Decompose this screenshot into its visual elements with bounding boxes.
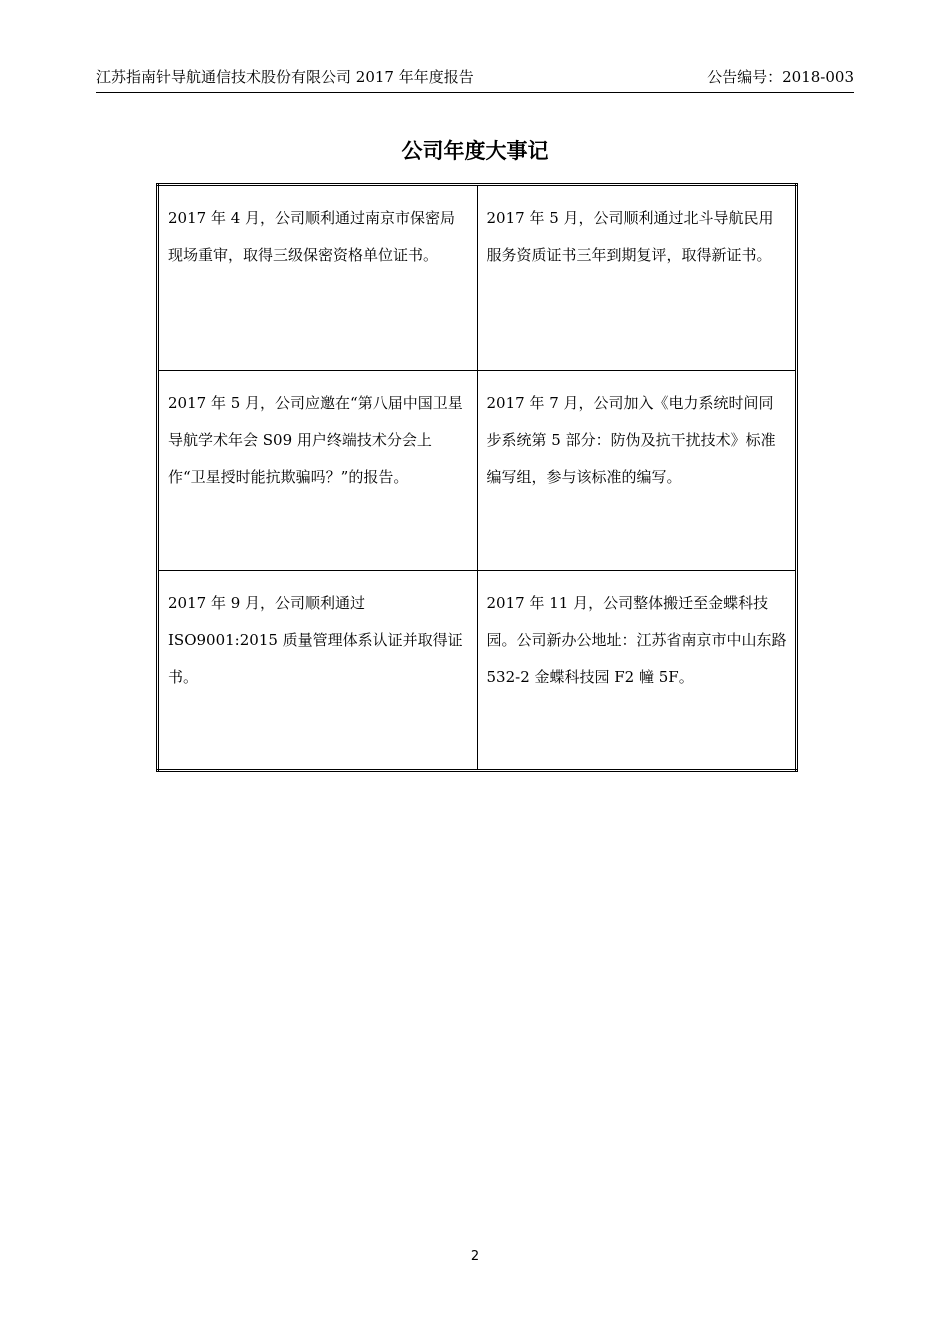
- report-title-header: 江苏指南针导航通信技术股份有限公司 2017 年年度报告: [96, 68, 474, 86]
- event-cell: 2017 年 5 月，公司应邀在“第八届中国卫星导航学术年会 S09 用户终端技术分会上作“卫星授时能抗欺骗吗？”的报告。: [158, 371, 478, 571]
- section-title: 公司年度大事记: [401, 139, 549, 163]
- event-cell: 2017 年 9 月，公司顺利通过 ISO9001:2015 质量管理体系认证并取得证书。: [158, 571, 478, 771]
- event-cell: 2017 年 4 月，公司顺利通过南京市保密局现场重审，取得三级保密资格单位证书。: [158, 185, 478, 371]
- event-cell: 2017 年 11 月，公司整体搬迁至金蝶科技园。公司新办公地址：江苏省南京市中山东路 532-2 金蝶科技园 F2 幢 5F。: [477, 571, 797, 771]
- event-cell: 2017 年 5 月，公司顺利通过北斗导航民用服务资质证书三年到期复评，取得新证书。: [477, 185, 797, 371]
- events-table: [156, 183, 798, 772]
- table-row: [158, 185, 797, 371]
- table-row: [158, 571, 797, 771]
- page-number: 2: [470, 1249, 480, 1264]
- event-cell: 2017 年 7 月，公司加入《电力系统时间同步系统第 5 部分：防伪及抗干扰技术》标准编写组，参与该标准的编写。: [477, 371, 797, 571]
- announcement-number: 公告编号：2018-003: [707, 68, 854, 86]
- page-header: [96, 66, 854, 93]
- table-row: [158, 371, 797, 571]
